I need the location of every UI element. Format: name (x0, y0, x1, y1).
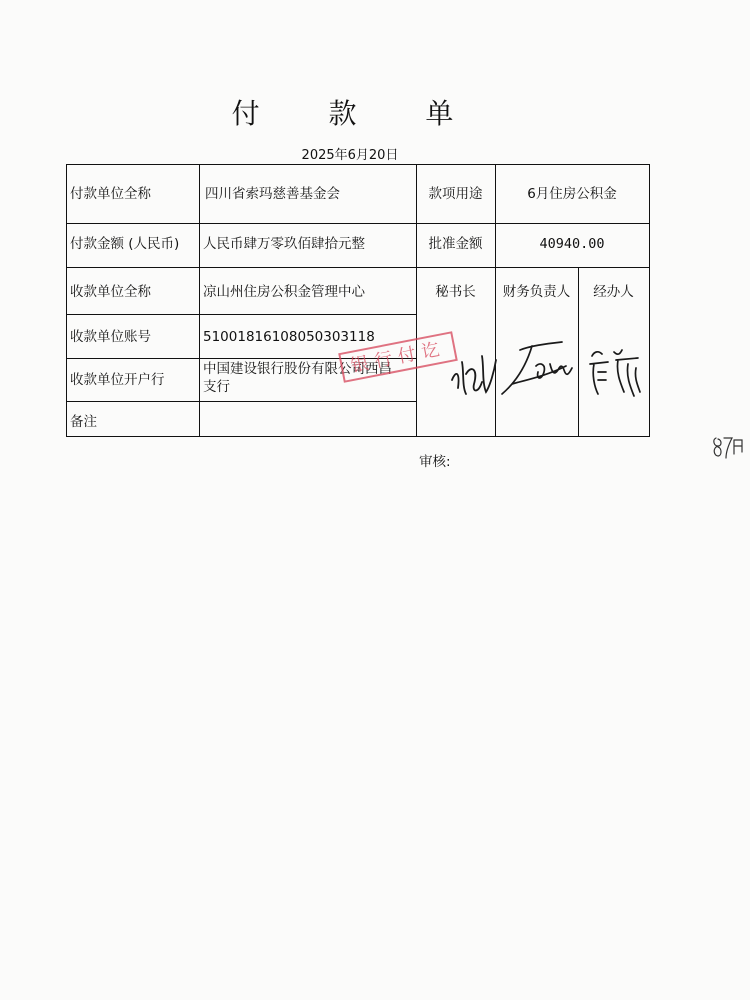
row-divider (67, 401, 416, 402)
approved-amount-value: 40940.00 (539, 236, 605, 252)
bank-label: 收款单位开户行 (70, 372, 165, 388)
document-date: 2025年6月20日 (301, 148, 399, 163)
margin-handwritten-note (710, 430, 746, 466)
payer-value: 四川省索玛慈善基金会 (205, 186, 340, 202)
account-value: 51001816108050303118 (203, 329, 375, 345)
handler-label: 经办人 (593, 284, 634, 300)
payee-label: 收款单位全称 (70, 284, 151, 300)
row-divider (67, 223, 649, 224)
row-divider (67, 267, 649, 268)
remark-label: 备注 (70, 414, 97, 430)
row-divider (67, 314, 416, 315)
bank-value-line1: 中国建设银行股份有限公司西昌 (203, 361, 392, 377)
bank-paid-stamp: 银行付讫 (338, 331, 458, 383)
purpose-value: 6月住房公积金 (527, 186, 617, 202)
account-label: 收款单位账号 (70, 329, 151, 345)
finance-head-signature (496, 336, 580, 400)
purpose-label: 款项用途 (428, 186, 483, 202)
payer-label: 付款单位全称 (70, 186, 151, 202)
bank-value-line2: 支行 (203, 379, 230, 395)
secretary-label: 秘书长 (435, 284, 476, 300)
amount-value: 人民币肆万零玖佰肆拾元整 (203, 236, 365, 252)
audit-label: 审核: (419, 454, 451, 470)
handler-signature (584, 342, 644, 400)
document-title: 付 款 单 (231, 97, 484, 130)
secretary-signature (448, 342, 500, 398)
finance-head-label: 财务负责人 (502, 284, 571, 300)
approved-amount-label: 批准金额 (428, 236, 483, 252)
column-divider (199, 165, 200, 436)
amount-label: 付款金额 (人民币) (70, 236, 180, 252)
payee-value: 凉山州住房公积金管理中心 (203, 284, 365, 300)
